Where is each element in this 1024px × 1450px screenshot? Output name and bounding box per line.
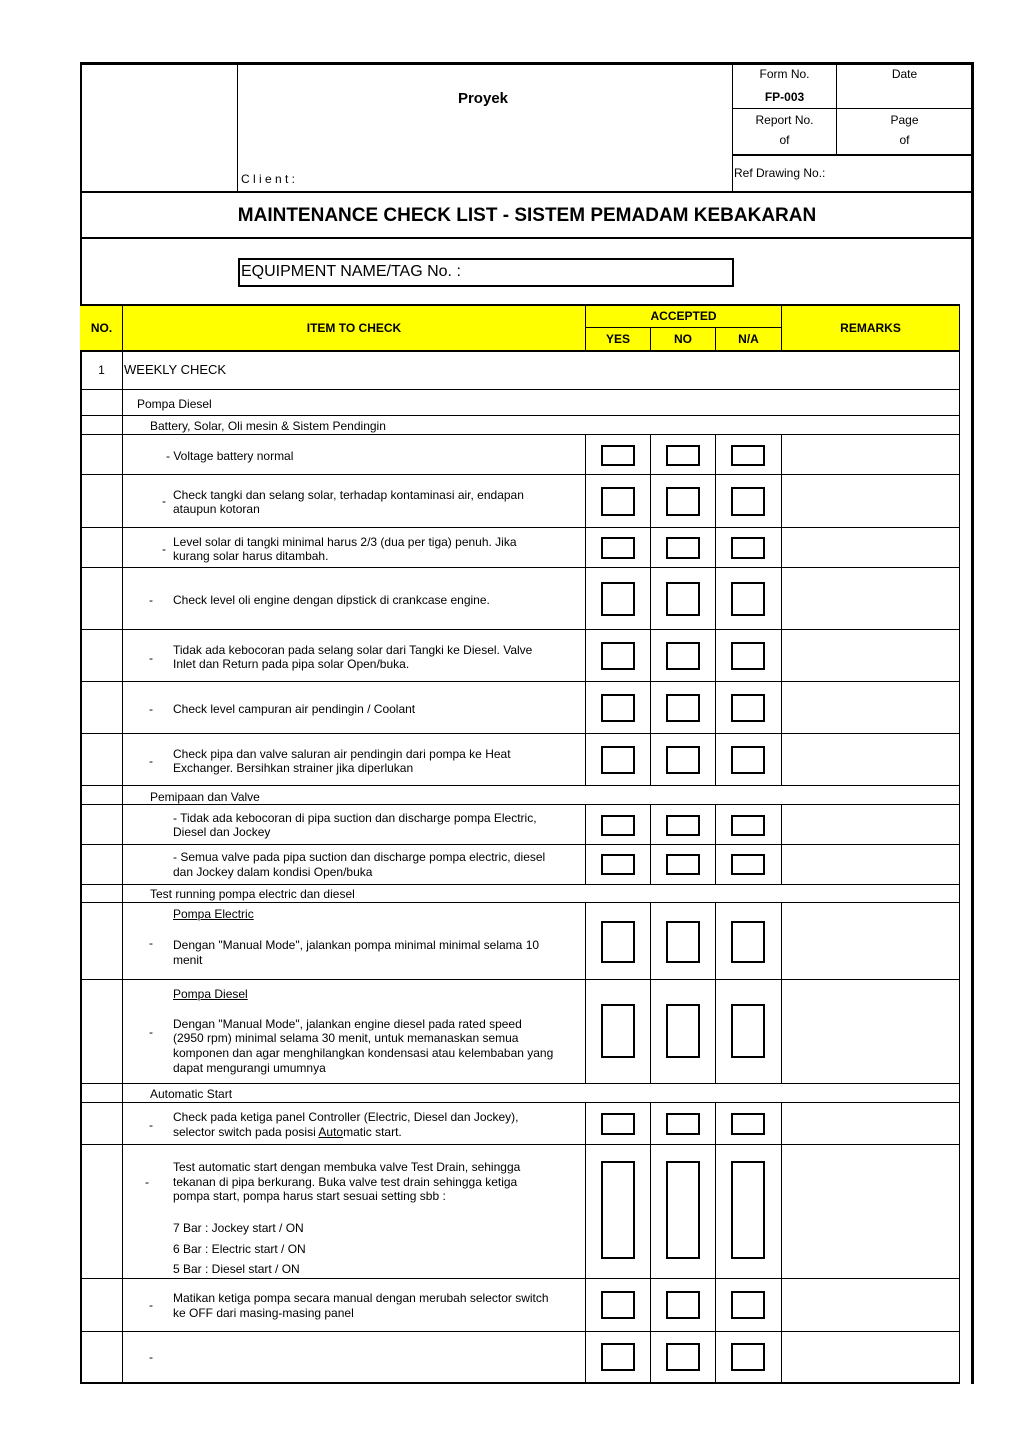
pompa-diesel-label: Pompa Diesel — [173, 987, 248, 1001]
group-test-running: Test running pompa electric dan diesel — [150, 887, 355, 901]
no-checkbox[interactable] — [666, 694, 700, 722]
group-pompa-diesel: Pompa Diesel — [137, 397, 212, 411]
na-checkbox[interactable] — [731, 487, 765, 516]
col-remarks-right-line — [959, 304, 960, 390]
item-pipa-valve-line1: Check pipa dan valve saluran air pendingin dari pompa ke Heat — [173, 747, 511, 761]
no-checkbox[interactable] — [666, 1004, 700, 1058]
item-dash: - — [149, 1298, 153, 1312]
row-line-630 — [80, 629, 960, 630]
row-line-1332 — [80, 1331, 960, 1332]
item-suction-line2: Diesel dan Jockey — [173, 825, 271, 839]
title-bottom-line — [80, 237, 974, 239]
item-tangki-line2: ataupun kotoran — [173, 502, 260, 516]
row-line-845 — [80, 844, 960, 845]
header-row-line-1 — [732, 108, 972, 109]
report-of: of — [779, 133, 790, 147]
item-test-auto-line2: tekanan di pipa berkurang. Buka valve test drain sehingga ketiga — [173, 1175, 518, 1189]
item-diesel-line4: dapat mengurangi umumnya — [173, 1061, 326, 1075]
item-electric-line1: Dengan "Manual Mode", jalankan pompa minimal minimal selama 10 — [173, 938, 540, 952]
yes-checkbox[interactable] — [601, 1161, 635, 1259]
page-of: of — [899, 133, 910, 147]
row-line-568 — [80, 567, 960, 568]
no-checkbox[interactable] — [666, 582, 700, 616]
header-bottom-line — [80, 191, 974, 193]
item-coolant: Check level campuran air pendingin / Coolant — [173, 702, 416, 716]
item-dash: - — [149, 1118, 153, 1132]
equipment-name-label: EQUIPMENT NAME/TAG No. : — [241, 263, 461, 280]
item-oli: Check level oli engine dengan dipstick di crankcase engine. — [173, 593, 490, 607]
no-checkbox[interactable] — [666, 815, 700, 836]
na-checkbox[interactable] — [731, 815, 765, 836]
item-level-solar-line2: kurang solar harus ditambah. — [173, 549, 329, 563]
page-title: MAINTENANCE CHECK LIST - SISTEM PEMADAM KEBAKARAN — [237, 205, 817, 226]
item-diesel-line2: (2950 rpm) minimal selama 30 menit, untuk memanaskan semua — [173, 1031, 519, 1045]
item-dash: - — [149, 754, 153, 768]
project-label: Proyek — [457, 90, 509, 107]
item-test-auto-line3: pompa start, pompa harus start sesuai setting sbb : — [173, 1189, 446, 1203]
section-number: 1 — [98, 363, 105, 377]
item-matikan-line1: Matikan ketiga pompa secara manual dengan merubah selector switch — [173, 1291, 549, 1305]
panel-text-c: matic start. — [343, 1125, 402, 1139]
item-dash: - — [149, 936, 153, 950]
col-item-line-body3 — [585, 902, 586, 1084]
row-line-475 — [80, 474, 960, 475]
no-checkbox[interactable] — [666, 1161, 700, 1259]
col-yes-no-line — [650, 327, 651, 350]
col-na-remarks-line — [781, 304, 782, 350]
col-right-body — [959, 434, 960, 1384]
item-bocor-line1: Tidak ada kebocoran pada selang solar dari Tangki ke Diesel. Valve — [173, 643, 533, 657]
item-dash: - — [149, 593, 153, 607]
item-dash: - — [149, 702, 153, 716]
item-level-solar-line1: Level solar di tangki minimal harus 2/3 (dua per tiga) penuh. Jika — [173, 535, 517, 549]
col-no-line-body3 — [715, 902, 716, 1084]
na-checkbox[interactable] — [731, 582, 765, 616]
no-checkbox[interactable] — [666, 921, 700, 963]
yes-checkbox[interactable] — [601, 445, 635, 466]
frame-top — [80, 62, 974, 65]
item-electric-line2: menit — [173, 953, 203, 967]
no-checkbox[interactable] — [666, 537, 700, 559]
row-line-1145 — [80, 1144, 960, 1145]
pompa-electric-label: Pompa Electric — [173, 907, 254, 921]
col-no-na-line — [715, 327, 716, 350]
th-accepted-line — [585, 327, 781, 328]
panel-text-auto: Auto — [318, 1125, 344, 1139]
item-panel-line1: Check pada ketiga panel Controller (Electric, Diesel dan Jockey), — [173, 1110, 519, 1124]
yes-checkbox[interactable] — [601, 537, 635, 559]
row-line-805 — [80, 804, 960, 805]
na-checkbox[interactable] — [731, 746, 765, 774]
th-na: N/A — [738, 332, 759, 346]
item-dash: - — [149, 1350, 153, 1364]
na-checkbox[interactable] — [731, 1343, 765, 1371]
yes-checkbox[interactable] — [601, 1291, 635, 1319]
row-line-786 — [80, 785, 960, 786]
col-na-line-body3 — [781, 902, 782, 1084]
client-label: C l i e n t : — [241, 172, 296, 186]
yes-checkbox[interactable] — [601, 1113, 635, 1135]
col-item-line — [585, 304, 586, 350]
no-checkbox[interactable] — [666, 1291, 700, 1319]
yes-checkbox[interactable] — [601, 921, 635, 963]
th-remarks: REMARKS — [840, 321, 901, 335]
group-automatic-start: Automatic Start — [150, 1087, 233, 1101]
yes-checkbox[interactable] — [601, 854, 635, 875]
yes-checkbox[interactable] — [601, 487, 635, 516]
item-bar7: 7 Bar : Jockey start / ON — [173, 1221, 304, 1235]
yes-checkbox[interactable] — [601, 582, 635, 616]
ref-drawing-label: Ref Drawing No.: — [734, 166, 826, 180]
section-title: WEEKLY CHECK — [124, 362, 227, 377]
row-line-435 — [80, 434, 960, 435]
na-checkbox[interactable] — [731, 921, 765, 963]
row-line-885 — [80, 884, 960, 885]
item-semua-valve-line2: dan Jockey dalam kondisi Open/buka — [173, 865, 373, 879]
th-no-col: NO — [674, 332, 692, 346]
na-checkbox[interactable] — [731, 1161, 765, 1259]
page-label: Page — [890, 113, 919, 127]
na-checkbox[interactable] — [731, 537, 765, 559]
th-top — [80, 304, 960, 306]
no-checkbox[interactable] — [666, 1113, 700, 1135]
th-item: ITEM TO CHECK — [306, 321, 402, 335]
item-pipa-valve-line2: Exchanger. Bersihkan strainer jika diperlukan — [173, 761, 414, 775]
right-edge-upper — [959, 389, 960, 435]
row-line-1279 — [80, 1278, 960, 1279]
no-checkbox[interactable] — [666, 1343, 700, 1371]
header-row-line-2 — [732, 154, 972, 156]
col-yes-line-body3 — [650, 902, 651, 1084]
na-checkbox[interactable] — [731, 642, 765, 670]
yes-checkbox[interactable] — [601, 1343, 635, 1371]
form-no-value: FP-003 — [764, 90, 805, 104]
group-pemipaan: Pemipaan dan Valve — [150, 790, 260, 804]
no-checkbox[interactable] — [666, 445, 700, 466]
th-yes: YES — [605, 332, 630, 346]
item-test-auto-line1: Test automatic start dengan membuka valve Test Drain, sehingga — [173, 1160, 521, 1174]
date-label: Date — [891, 67, 918, 81]
row-line-682 — [80, 681, 960, 682]
panel-text-a: selector switch pada posisi — [173, 1125, 319, 1139]
item-tangki-line1: Check tangki dan selang solar, terhadap kontaminasi air, endapan — [173, 488, 524, 502]
report-no-label: Report No. — [755, 113, 814, 127]
yes-checkbox[interactable] — [601, 642, 635, 670]
th-accepted: ACCEPTED — [650, 309, 717, 323]
item-semua-valve-line1: - Semua valve pada pipa suction dan discharge pompa electric, diesel — [173, 850, 546, 864]
item-diesel-line1: Dengan "Manual Mode", jalankan engine diesel pada rated speed — [173, 1017, 522, 1031]
yes-checkbox[interactable] — [601, 694, 635, 722]
na-checkbox[interactable] — [731, 1004, 765, 1058]
item-panel-line2 — [173, 1125, 402, 1139]
row-line-1084 — [80, 1083, 960, 1084]
no-checkbox[interactable] — [666, 746, 700, 774]
na-checkbox[interactable] — [731, 854, 765, 875]
item-dash: - — [149, 651, 153, 665]
na-checkbox[interactable] — [731, 694, 765, 722]
item-diesel-line3: komponen dan agar menghilangkan kondensasi atau kelembaban yang — [173, 1046, 554, 1060]
th-bottom — [80, 350, 960, 352]
header-divider-2 — [732, 64, 733, 192]
row-line-903 — [80, 902, 960, 903]
item-dash: - — [162, 494, 166, 508]
item-dash: - — [149, 1025, 153, 1039]
no-checkbox[interactable] — [666, 642, 700, 670]
item-bocor-line2: Inlet dan Return pada pipa solar Open/buka. — [173, 657, 410, 671]
item-voltage: - Voltage battery normal — [166, 449, 294, 463]
no-checkbox[interactable] — [666, 487, 700, 516]
row-line-980 — [80, 979, 960, 980]
item-suction-line1: - Tidak ada kebocoran di pipa suction dan discharge pompa Electric, — [173, 811, 537, 825]
yes-checkbox[interactable] — [601, 746, 635, 774]
item-bar5: 5 Bar : Diesel start / ON — [173, 1262, 300, 1276]
yes-checkbox[interactable] — [601, 815, 635, 836]
th-no: NO. — [90, 321, 113, 335]
row-line-390 — [80, 389, 960, 390]
row-line-416 — [80, 415, 960, 416]
frame-right — [971, 62, 974, 1384]
na-checkbox[interactable] — [731, 1291, 765, 1319]
item-matikan-line2: ke OFF dari masing-masing panel — [173, 1306, 354, 1320]
form-no-label: Form No. — [759, 67, 810, 81]
row-line-734 — [80, 733, 960, 734]
header-divider-1 — [237, 64, 238, 192]
no-checkbox[interactable] — [666, 854, 700, 875]
row-line-1103 — [80, 1102, 960, 1103]
item-dash: - — [162, 542, 166, 556]
table-bottom-line — [80, 1382, 960, 1384]
item-dash: - — [145, 1175, 149, 1189]
na-checkbox[interactable] — [731, 1113, 765, 1135]
na-checkbox[interactable] — [731, 445, 765, 466]
group-battery: Battery, Solar, Oli mesin & Sistem Pendingin — [150, 419, 386, 433]
row-line-528 — [80, 527, 960, 528]
frame-left — [80, 62, 82, 1384]
item-bar6: 6 Bar : Electric start / ON — [173, 1242, 306, 1256]
yes-checkbox[interactable] — [601, 1004, 635, 1058]
